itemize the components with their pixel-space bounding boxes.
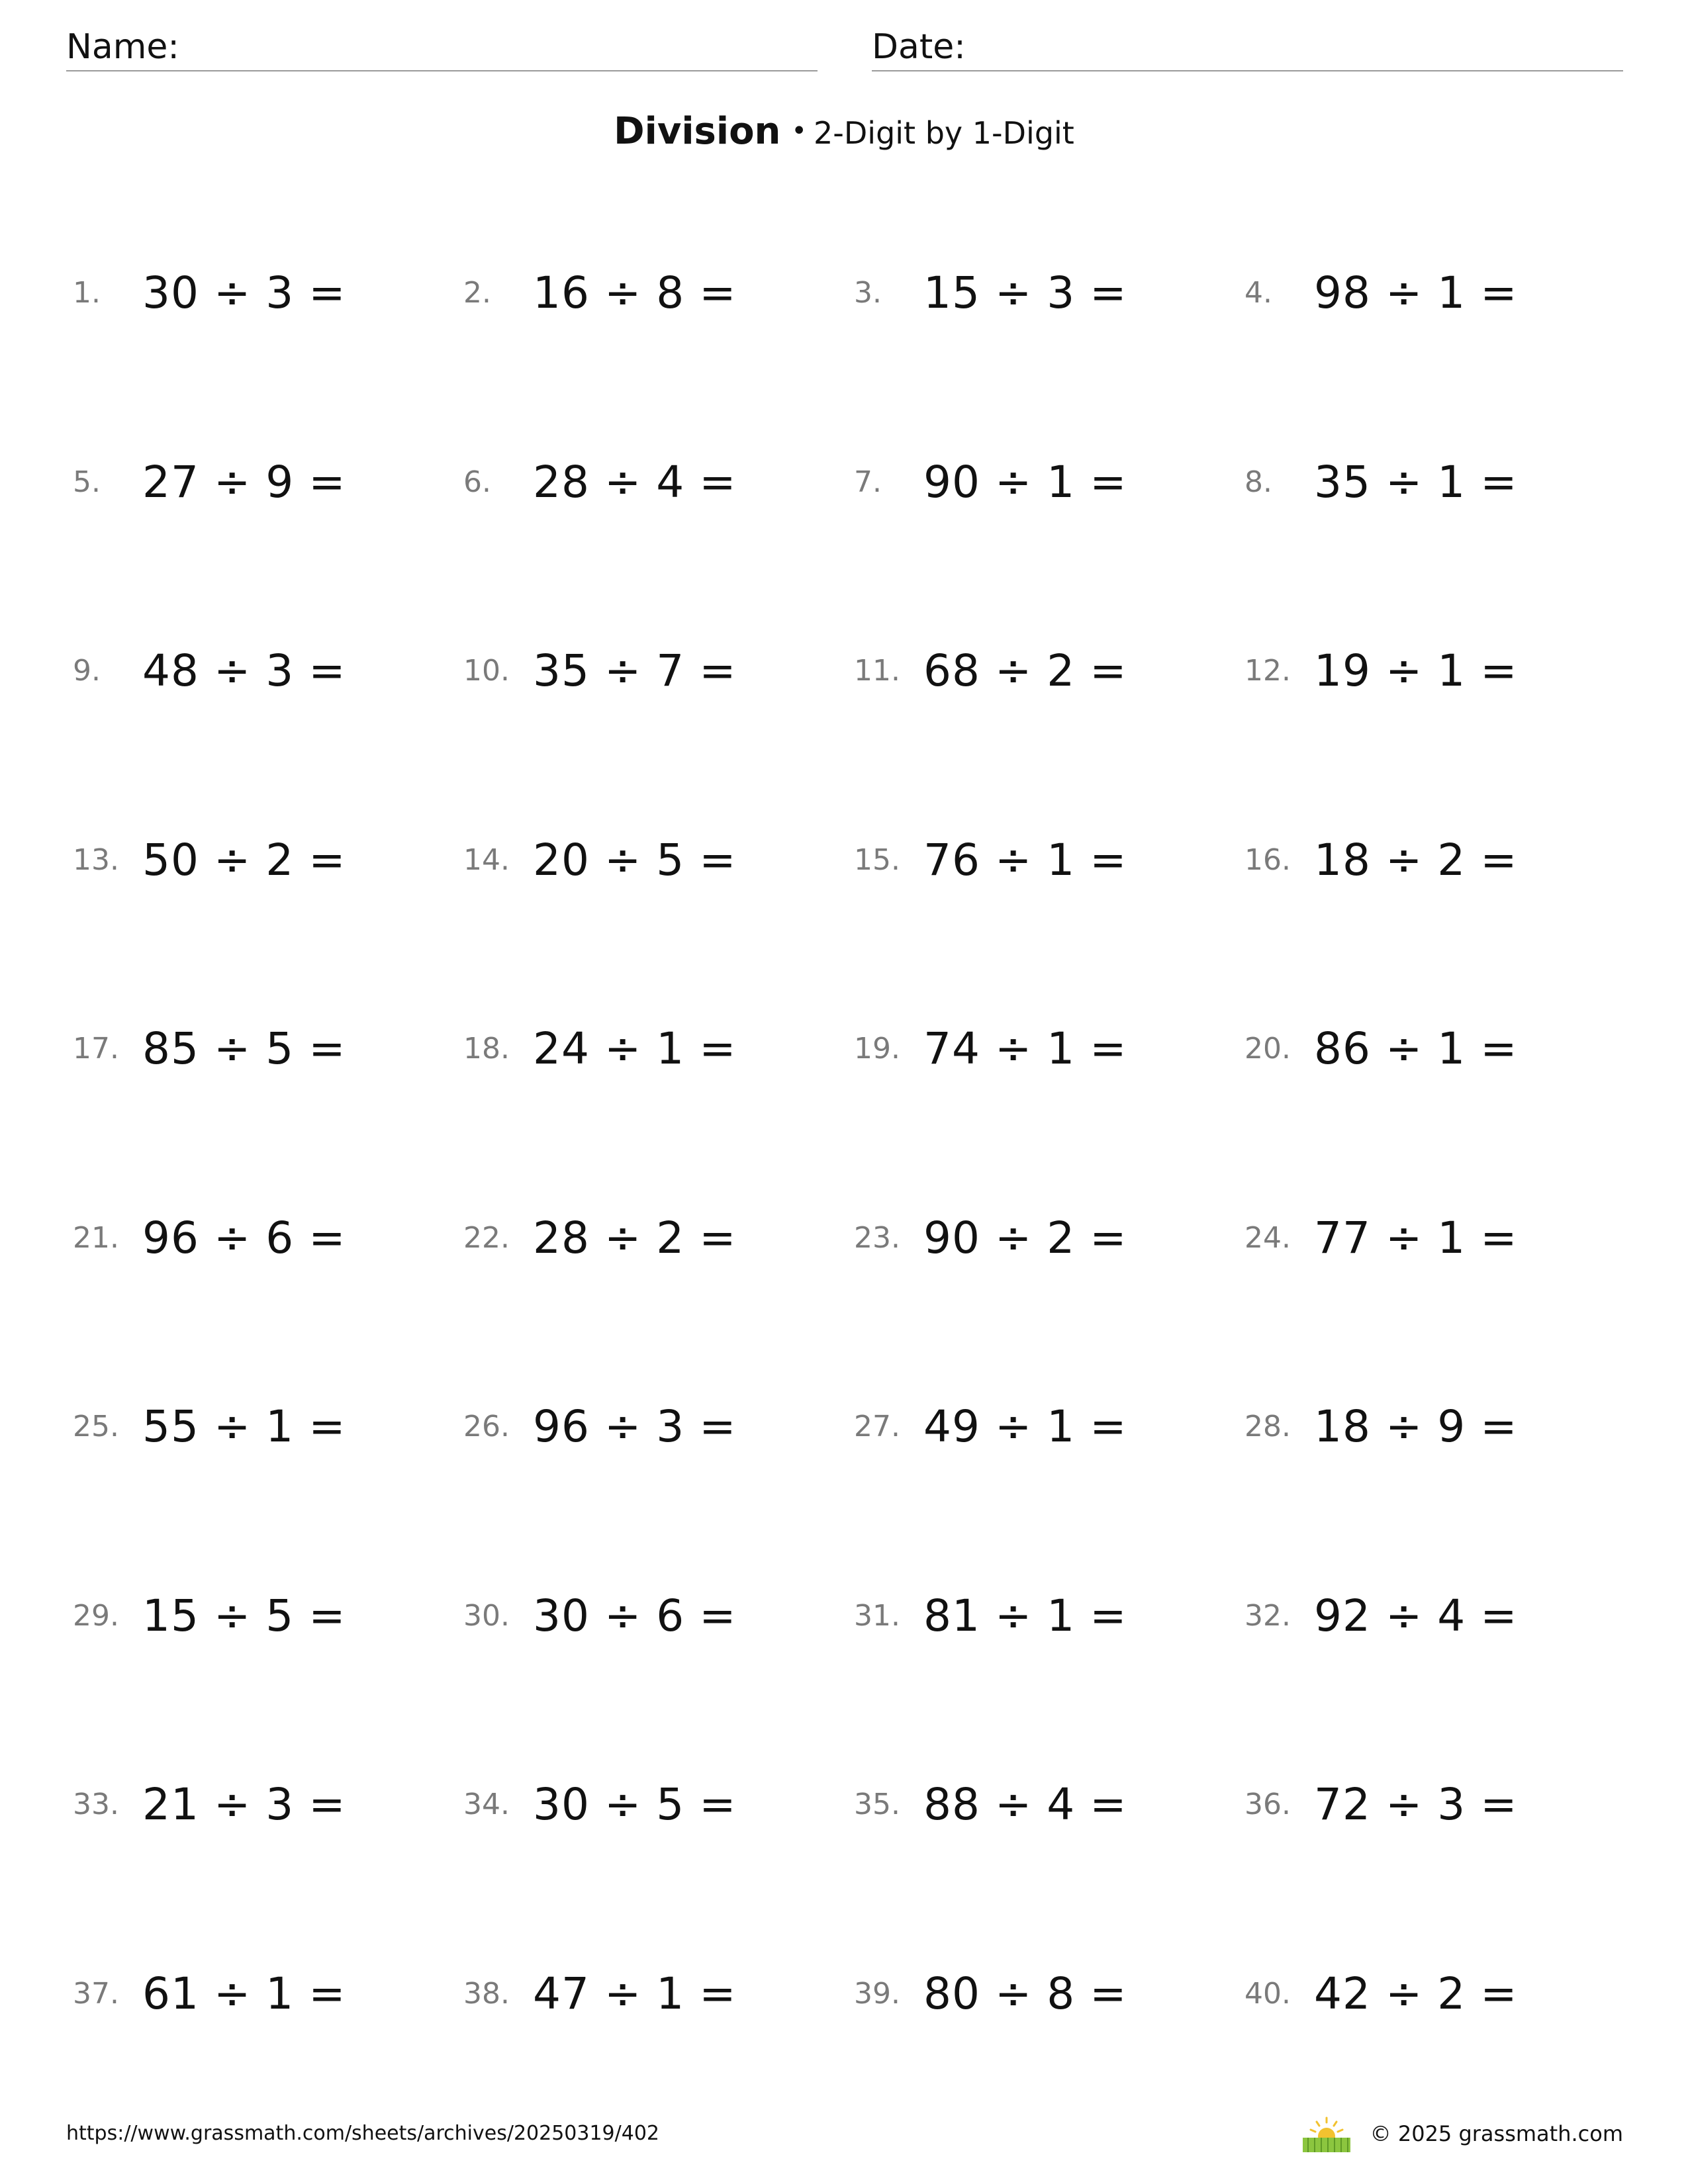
problem-number: 25. — [73, 1410, 119, 1443]
problem-expression: 35 ÷ 1 = — [1314, 456, 1518, 508]
problem-expression: 20 ÷ 5 = — [533, 834, 737, 886]
problem-number: 23. — [854, 1220, 900, 1255]
problem-number: 16. — [1244, 842, 1291, 877]
problem-expression: 85 ÷ 5 = — [142, 1023, 346, 1074]
problem-item — [463, 253, 854, 443]
name-label: Name: — [66, 27, 179, 67]
problem-number: 18. — [463, 1032, 510, 1066]
copyright-text: © 2025 grassmath.com — [1370, 2121, 1623, 2146]
problem-expression: 15 ÷ 3 = — [923, 267, 1127, 318]
problem-expression: 27 ÷ 9 = — [142, 456, 346, 508]
problem-item — [854, 1765, 1244, 1954]
problem-expression: 86 ÷ 1 = — [1314, 1023, 1518, 1074]
problem-number: 24. — [1244, 1220, 1291, 1255]
problem-item — [463, 1199, 854, 1388]
problem-expression: 28 ÷ 2 = — [533, 1212, 737, 1263]
problem-item — [854, 1954, 1244, 2144]
problem-expression: 88 ÷ 4 = — [923, 1779, 1127, 1830]
problem-expression: 19 ÷ 1 = — [1314, 645, 1518, 696]
problem-number: 20. — [1244, 1032, 1291, 1066]
problem-number: 39. — [854, 1976, 900, 2011]
sun-over-grass-icon — [1303, 2115, 1350, 2152]
problem-number: 40. — [1244, 1976, 1291, 2011]
problem-expression: 28 ÷ 4 = — [533, 456, 737, 508]
footer-url: https://www.grassmath.com/sheets/archives/20250319/402 — [66, 2122, 660, 2145]
date-label: Date: — [872, 27, 966, 67]
problem-number: 21. — [73, 1220, 119, 1255]
problem-expression: 81 ÷ 1 = — [923, 1590, 1127, 1641]
problem-item — [73, 253, 463, 443]
problem-item — [73, 1009, 463, 1199]
problem-number: 13. — [73, 842, 119, 877]
problem-item — [1244, 1576, 1635, 1766]
problem-expression: 42 ÷ 2 = — [1314, 1968, 1518, 2019]
problem-number: 8. — [1244, 465, 1272, 499]
problem-expression: 96 ÷ 6 = — [142, 1212, 346, 1263]
problem-number: 32. — [1244, 1598, 1291, 1633]
problem-number: 15. — [854, 842, 900, 877]
problem-item — [463, 821, 854, 1010]
problem-number: 22. — [463, 1220, 510, 1255]
problem-item — [73, 821, 463, 1010]
problem-item — [1244, 631, 1635, 821]
problem-number: 9. — [73, 654, 101, 688]
footer-brand — [1303, 2115, 1623, 2152]
problem-number: 10. — [463, 654, 510, 688]
problem-number: 33. — [73, 1788, 119, 1821]
problem-number: 11. — [854, 654, 900, 688]
problem-number: 17. — [73, 1032, 119, 1066]
problem-number: 4. — [1244, 276, 1272, 310]
problem-item — [854, 1576, 1244, 1766]
problem-number: 14. — [463, 842, 510, 877]
problem-expression: 96 ÷ 3 = — [533, 1401, 737, 1452]
problem-number: 34. — [463, 1788, 510, 1821]
problem-number: 35. — [854, 1788, 900, 1821]
problem-item — [1244, 1765, 1635, 1954]
problem-item — [463, 1009, 854, 1199]
problem-expression: 98 ÷ 1 = — [1314, 267, 1518, 318]
problem-number: 28. — [1244, 1410, 1291, 1443]
problem-number: 26. — [463, 1410, 510, 1443]
problem-expression: 50 ÷ 2 = — [142, 834, 346, 886]
problem-item — [1244, 1009, 1635, 1199]
problem-expression: 15 ÷ 5 = — [142, 1590, 346, 1641]
problem-item — [463, 1765, 854, 1954]
problem-item — [73, 443, 463, 632]
date-field[interactable] — [872, 24, 1623, 71]
problem-item — [1244, 1387, 1635, 1576]
problem-expression: 47 ÷ 1 = — [533, 1968, 737, 2019]
problem-expression: 21 ÷ 3 = — [142, 1779, 346, 1830]
problem-item — [73, 1199, 463, 1388]
title-subtitle: 2-Digit by 1-Digit — [814, 115, 1074, 151]
problem-item — [854, 1199, 1244, 1388]
problem-number: 12. — [1244, 654, 1291, 688]
name-field[interactable] — [66, 24, 818, 71]
problem-expression: 92 ÷ 4 = — [1314, 1590, 1518, 1641]
problem-expression: 55 ÷ 1 = — [142, 1401, 346, 1452]
problem-item — [463, 1576, 854, 1766]
title-main: Division — [614, 110, 781, 153]
problem-item — [463, 1954, 854, 2144]
problem-expression: 30 ÷ 3 = — [142, 267, 346, 318]
problem-item — [854, 443, 1244, 632]
problem-expression: 35 ÷ 7 = — [533, 645, 737, 696]
problem-number: 1. — [73, 276, 101, 310]
problem-expression: 61 ÷ 1 = — [142, 1968, 346, 2019]
problem-item — [463, 443, 854, 632]
problem-number: 38. — [463, 1976, 510, 2011]
problem-number: 29. — [73, 1598, 119, 1633]
problem-number: 19. — [854, 1032, 900, 1066]
problem-expression: 30 ÷ 6 = — [533, 1590, 737, 1641]
problem-number: 6. — [463, 465, 491, 499]
problem-number: 3. — [854, 276, 882, 310]
problem-item — [73, 1387, 463, 1576]
problem-expression: 68 ÷ 2 = — [923, 645, 1127, 696]
problem-item — [463, 1387, 854, 1576]
problem-expression: 18 ÷ 9 = — [1314, 1401, 1518, 1452]
problem-number: 7. — [854, 465, 882, 499]
problem-expression: 80 ÷ 8 = — [923, 1968, 1127, 2019]
problem-item — [854, 1387, 1244, 1576]
problem-item — [854, 253, 1244, 443]
problem-item — [73, 631, 463, 821]
problem-expression: 48 ÷ 3 = — [142, 645, 346, 696]
problem-expression: 90 ÷ 2 = — [923, 1212, 1127, 1263]
worksheet-title — [0, 105, 1688, 167]
title-separator: • — [791, 116, 807, 146]
problem-grid — [73, 253, 1635, 2143]
problem-expression: 16 ÷ 8 = — [533, 267, 737, 318]
problem-number: 37. — [73, 1976, 119, 2011]
problem-expression: 72 ÷ 3 = — [1314, 1779, 1518, 1830]
problem-item — [1244, 443, 1635, 632]
problem-item — [1244, 253, 1635, 443]
problem-number: 2. — [463, 276, 491, 310]
problem-item — [463, 631, 854, 821]
problem-item — [73, 1576, 463, 1766]
problem-number: 31. — [854, 1598, 900, 1633]
problem-expression: 18 ÷ 2 = — [1314, 834, 1518, 886]
problem-number: 27. — [854, 1410, 900, 1443]
problem-expression: 49 ÷ 1 = — [923, 1401, 1127, 1452]
problem-number: 5. — [73, 465, 101, 499]
problem-number: 30. — [463, 1598, 510, 1633]
problem-item — [73, 1765, 463, 1954]
problem-expression: 30 ÷ 5 = — [533, 1779, 737, 1830]
problem-expression: 24 ÷ 1 = — [533, 1023, 737, 1074]
problem-item — [854, 1009, 1244, 1199]
problem-item — [1244, 821, 1635, 1010]
problem-item — [73, 1954, 463, 2144]
problem-expression: 77 ÷ 1 = — [1314, 1212, 1518, 1263]
problem-expression: 76 ÷ 1 = — [923, 834, 1127, 886]
problem-item — [854, 821, 1244, 1010]
problem-expression: 74 ÷ 1 = — [923, 1023, 1127, 1074]
problem-number: 36. — [1244, 1788, 1291, 1821]
problem-item — [854, 631, 1244, 821]
problem-expression: 90 ÷ 1 = — [923, 456, 1127, 508]
problem-item — [1244, 1199, 1635, 1388]
